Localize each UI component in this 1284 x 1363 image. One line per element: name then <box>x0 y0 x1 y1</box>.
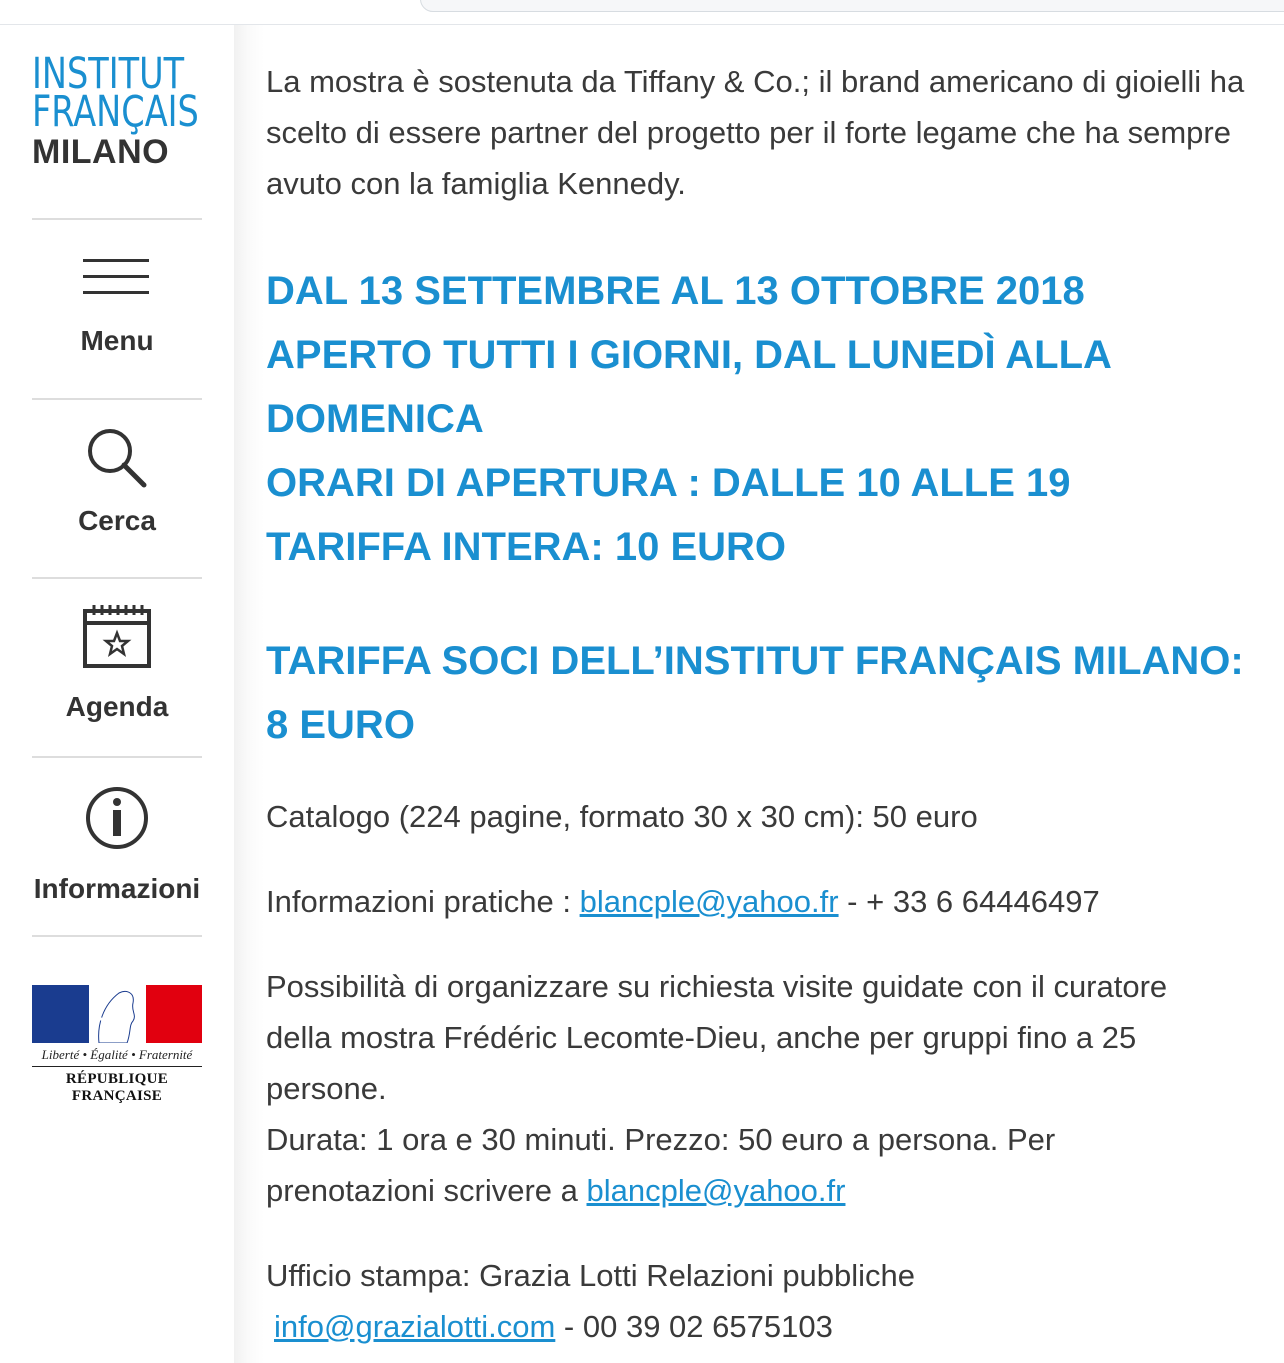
menu-label: Menu <box>80 325 154 356</box>
press-contact-line <box>266 1301 1256 1352</box>
french-flag-icon <box>32 985 202 1043</box>
info-button[interactable] <box>32 785 202 905</box>
dates-heading: DAL 13 SETTEMBRE AL 13 OTTOBRE 2018 <box>266 269 1085 313</box>
calendar-star-icon <box>82 605 152 669</box>
logo-line-milano: MILANO <box>32 133 170 171</box>
intro-paragraph: La mostra è sostenuta da Tiffany & Co.; il brand americano di gioielli ha scelto di essere partner del progetto per il forte legame che ha sempre avuto con la famiglia Kennedy. <box>266 64 1245 201</box>
practical-info-prefix: Informazioni pratiche : <box>266 884 580 919</box>
guided-tours-text: Possibilità di organizzare su richiesta visite guidate con il curatore della mostra Frédéric Lecomte-Dieu, anche per gruppi fino a 25 persone. <box>266 969 1168 1106</box>
sidebar <box>0 25 234 1363</box>
guided-tours-paragraph <box>266 961 1226 1216</box>
search-button[interactable] <box>32 425 202 537</box>
press-office-paragraph <box>266 1250 1256 1352</box>
hamburger-icon <box>82 257 152 299</box>
duration-prefix: Durata: 1 ora e 30 minuti. Prezzo: 50 euro a persona. Per prenotazioni scrivere a <box>266 1122 1056 1208</box>
institut-francais-logo[interactable] <box>32 49 207 195</box>
info-icon <box>84 785 150 851</box>
hours-heading: ORARI DI APERTURA : DALLE 10 ALLE 19 <box>266 461 1071 505</box>
agenda-button[interactable] <box>32 605 202 723</box>
logo-line-francais: FRANÇAIS <box>32 87 199 137</box>
open-days-heading: APERTO TUTTI I GIORNI, DAL LUNEDÌ ALLA DOMENICA <box>266 333 1111 441</box>
sidebar-divider <box>32 218 202 220</box>
marianne-icon <box>89 985 146 1043</box>
press-office-text: Ufficio stampa: Grazia Lotti Relazioni pubbliche <box>266 1258 916 1293</box>
republique-name: RÉPUBLIQUE FRANÇAISE <box>65 1071 169 1104</box>
booking-email-link[interactable]: blancple@yahoo.fr <box>586 1173 846 1208</box>
sidebar-divider <box>32 577 202 579</box>
menu-button[interactable] <box>32 257 202 357</box>
agenda-label: Agenda <box>65 691 169 722</box>
search-icon <box>84 425 150 491</box>
sidebar-divider <box>32 756 202 758</box>
info-label: Informazioni <box>33 873 201 904</box>
address-bar[interactable] <box>420 0 1284 12</box>
member-price-heading: TARIFFA SOCI DELL’INSTITUT FRANÇAIS MILANO: 8 EURO <box>266 639 1244 747</box>
practical-email-link[interactable]: blancple@yahoo.fr <box>579 884 839 919</box>
catalog-text: Catalogo (224 pagine, formato 30 x 30 cm): 50 euro <box>266 799 978 834</box>
press-phone: - 00 39 02 6575103 <box>555 1309 833 1344</box>
practical-info-paragraph <box>266 876 1256 927</box>
search-label: Cerca <box>78 505 156 536</box>
practical-phone: - + 33 6 64446497 <box>838 884 1100 919</box>
press-email-link[interactable]: info@grazialotti.com <box>274 1309 556 1344</box>
republique-francaise-logo <box>32 985 202 1105</box>
browser-top-bar <box>0 0 1284 25</box>
sidebar-divider <box>32 935 202 937</box>
full-price-heading: TARIFFA INTERA: 10 EURO <box>266 525 787 569</box>
republique-motto: Liberté • Égalité • Fraternité <box>32 1047 202 1067</box>
duration-text <box>266 1114 1226 1216</box>
logo-line-institut: INSTITUT <box>32 49 185 99</box>
sidebar-divider <box>32 398 202 400</box>
